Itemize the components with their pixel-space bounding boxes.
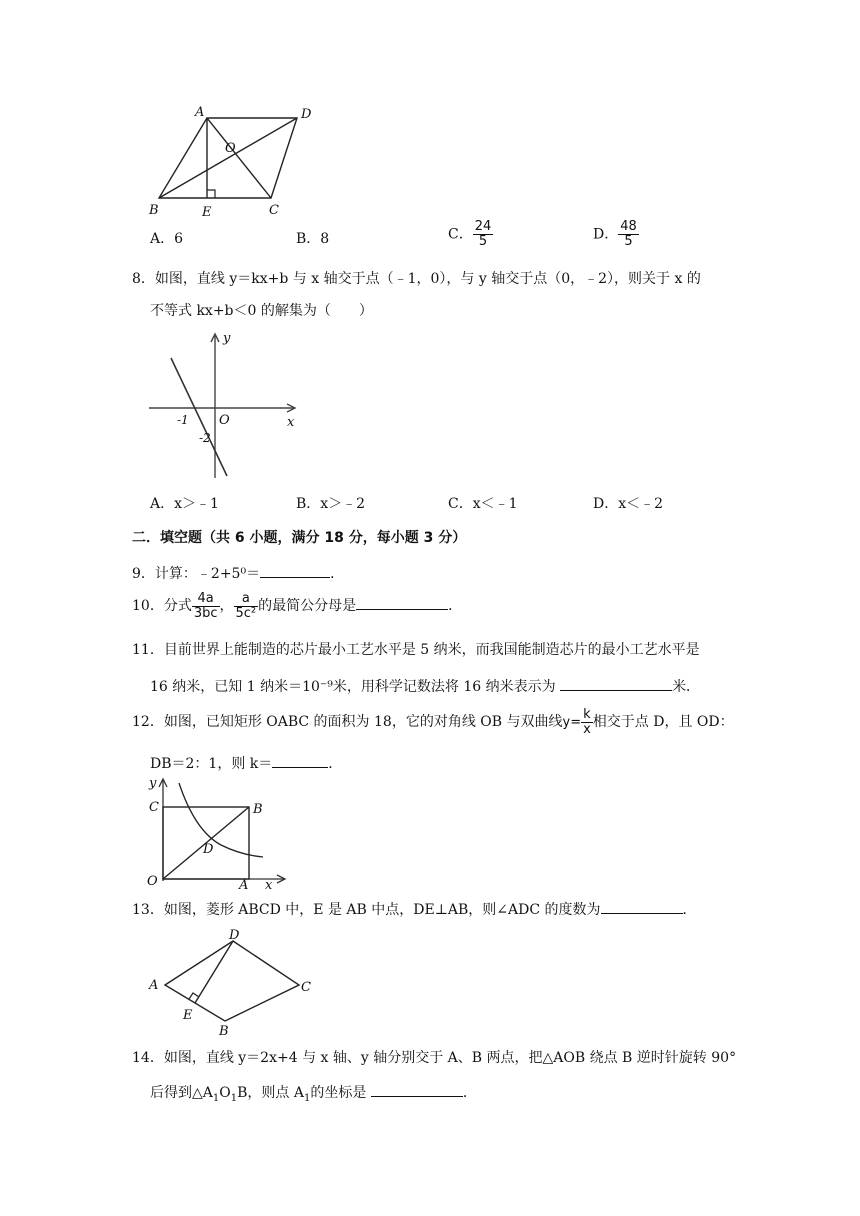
q13-end: ． [682, 902, 697, 918]
figure-q8-linear-graph [145, 328, 305, 480]
label-b: B [253, 802, 263, 817]
q14-line2 [150, 1082, 477, 1109]
fraction-numerator: k [583, 706, 591, 722]
q7-option-d [593, 220, 639, 249]
q9-answer-blank[interactable] [260, 563, 330, 578]
axis-x-label: x [265, 878, 273, 890]
q12-line1-suffix: 相交于点 D，且 OD： [592, 714, 734, 730]
fraction-denominator: x [583, 721, 591, 737]
q12-answer-blank[interactable] [272, 753, 328, 768]
x-intercept-label: -1 [177, 413, 189, 427]
axis-x-label: x [287, 415, 295, 430]
label-c: C [149, 800, 159, 815]
q9-text: 9．计算：﹣2+5⁰＝ [132, 566, 261, 582]
q7-option-c [448, 220, 493, 249]
q14-line1: 14．如图，直线 y＝2x+4 与 x 轴、y 轴分别交于 A、B 两点，把△AOB 绕点 B 逆时针旋转 90° [132, 1050, 737, 1066]
q10-fraction-1 [192, 592, 220, 621]
label-e: E [183, 1008, 193, 1023]
label-d: D [203, 842, 214, 857]
subscript: 1 [212, 1092, 220, 1104]
q7-option-d-fraction [618, 220, 639, 249]
label-a: A [239, 878, 249, 890]
q10-end: ． [448, 598, 463, 614]
q7-option-d-label: D． [593, 226, 619, 243]
origin-label: O [219, 413, 230, 428]
label-o: O [225, 141, 236, 156]
q13-answer-blank[interactable] [601, 899, 683, 914]
label-a: A [195, 105, 205, 120]
q7-option-c-fraction [473, 220, 494, 249]
q10 [132, 590, 462, 622]
q10-suffix: 的最简公分母是 [258, 598, 357, 614]
q12-end: ． [328, 756, 343, 772]
q9 [132, 563, 344, 584]
subscript: 1 [230, 1092, 238, 1104]
q10-prefix: 10．分式 [132, 598, 192, 614]
q11-answer-blank[interactable] [560, 676, 672, 691]
q14-line2-suffix: 的坐标是 [310, 1085, 367, 1101]
fraction-denominator: 3bc [193, 605, 218, 621]
label-c: C [301, 980, 311, 995]
fraction-numerator: 4a [197, 590, 214, 606]
q8-option-c: C．x＜﹣1 [448, 496, 518, 512]
q10-fraction-2 [234, 592, 259, 621]
q13-text: 13．如图，菱形 ABCD 中，E 是 AB 中点，DE⊥AB，则∠ADC 的度数为 [132, 902, 601, 918]
figure-q7-parallelogram [145, 100, 325, 222]
q12-line1 [132, 706, 734, 739]
q14-answer-blank[interactable] [371, 1082, 463, 1097]
q12-eq-y: y= [562, 715, 582, 730]
figure-q12-rectangle-hyperbola [145, 775, 295, 890]
q14-line2-mid: B，则点 A [237, 1085, 304, 1101]
q8-option-a: A．x＞﹣1 [150, 496, 219, 512]
axis-y-label: y [223, 331, 231, 346]
q12-fraction [581, 708, 593, 737]
fraction-denominator: 5 [473, 234, 494, 249]
q8-line1: 8．如图，直线 y＝kx+b 与 x 轴交于点（﹣1，0），与 y 轴交于点（0，﹣2），则关于 x 的 [132, 271, 701, 287]
q14-line2-prefix: 后得到△A [150, 1085, 213, 1101]
q12-line1-prefix: 12．如图，已知矩形 OABC 的面积为 18，它的对角线 OB 与双曲线 [132, 714, 563, 730]
label-d: D [301, 107, 312, 122]
q11-line1: 11．目前世界上能制造的芯片最小工艺水平是 5 纳米，而我国能制造芯片的最小工艺水平是 [132, 642, 700, 658]
q14-end: ． [462, 1085, 477, 1101]
label-e: E [202, 205, 212, 220]
label-b: B [219, 1024, 229, 1037]
fraction-numerator: 48 [620, 219, 637, 234]
label-b: B [149, 203, 159, 218]
q7-option-a: A．6 [150, 231, 184, 247]
origin-label: O [147, 874, 158, 889]
q10-answer-blank[interactable] [356, 595, 448, 610]
q7-option-c-label: C． [448, 226, 473, 243]
q8-option-d: D．x＜﹣2 [593, 496, 664, 512]
q13 [132, 899, 697, 920]
label-c: C [269, 203, 279, 218]
q11-end: 米． [672, 679, 701, 695]
q12-line2 [150, 753, 342, 774]
label-d: D [229, 928, 240, 943]
q8-line2: 不等式 kx+b＜0 的解集为（ ） [150, 303, 373, 319]
subscript: 1 [303, 1092, 311, 1104]
fraction-numerator: a [241, 590, 250, 606]
q12-line2-text: DB＝2：1，则 k＝ [150, 756, 273, 772]
q10-comma: ， [219, 598, 234, 614]
q8-option-b: B．x＞﹣2 [296, 496, 366, 512]
label-a: A [149, 978, 159, 993]
fraction-denominator: 5c² [235, 605, 257, 621]
q11-line2-text: 16 纳米，已知 1 纳米＝10⁻⁹米，用科学记数法将 16 纳米表示为 [150, 679, 556, 695]
q11-line2 [150, 676, 700, 697]
figure-q13-rhombus [145, 925, 320, 1037]
fraction-numerator: 24 [474, 219, 492, 234]
fraction-denominator: 5 [618, 234, 639, 249]
axis-y-label: y [149, 776, 157, 791]
q14-o: O [219, 1085, 231, 1101]
q9-end: ． [330, 566, 345, 582]
section-2-title: 二．填空题（共 6 小题，满分 18 分，每小题 3 分） [132, 530, 467, 546]
q7-option-b: B．8 [296, 231, 330, 247]
y-intercept-label: -2 [199, 431, 211, 445]
